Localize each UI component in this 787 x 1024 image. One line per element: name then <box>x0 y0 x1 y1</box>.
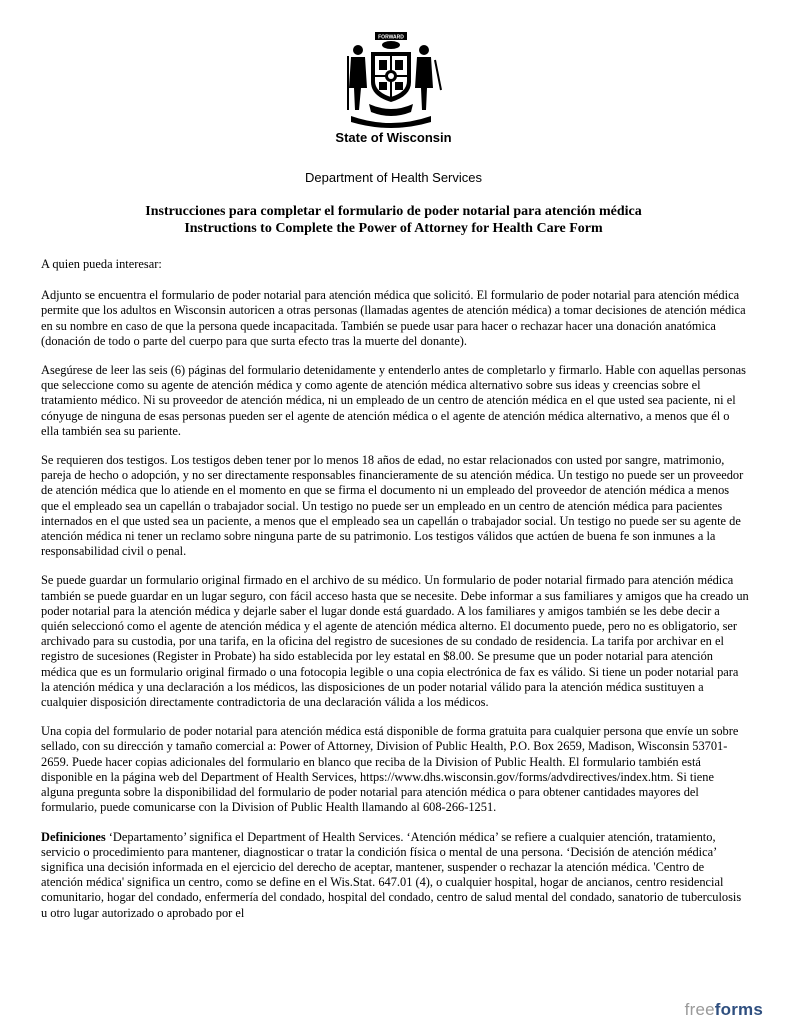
state-seal <box>331 30 451 130</box>
wisconsin-seal-icon <box>331 30 451 130</box>
freeforms-logo <box>685 1000 763 1020</box>
state-title: State of Wisconsin <box>335 130 452 145</box>
title-english: Instructions to Complete the Power of Attorney for Health Care Form <box>184 221 603 236</box>
brand-free: free <box>684 1000 715 1019</box>
paragraph-copies: Una copia del formulario de poder notarial para atención médica está disponible de forma gratuita para cualquier persona que envíe un sobre sellado, con su dirección y tamaño comercial a: Power of Attorney, Division of Public Health, P.O. Box 2659, Madison, Wisconsin 53701-2659. Puede hacer copias adicionales del formulario en blanco que reciba de la Division of Public Health. El formulario también está disponible en la página web del Department of Health Services, https://www.dhs.wisconsin.gov/forms/advdirectives/index.htm. Si tiene alguna pregunta sobre la disponibilidad del formulario de poder notarial para atención médica o para obtener cantidades mayores del formulario, puede comunicarse con la Division of Public Health llamando al 608-266-1251. <box>41 724 739 815</box>
title-spanish: Instrucciones para completar el formulario de poder notarial para atención médica <box>145 204 642 219</box>
paragraph-storage: Se puede guardar un formulario original firmado en el archivo de su médico. Un formulario de poder notarial firmado para atención médica también se puede guardar en un lugar seguro, con fácil acceso hasta que se necesite. Debe informar a sus familiares y amigos que ha creado un poder notarial para la atención médica y dejarle saber el lugar donde está guardado. A los familiares y amigos también se les debe decir a quién seleccionó como el agente de atención médica y el agente de atención médica alterno. El documento puede, pero no es obligatorio, ser archivado para su custodia, por una tarifa, en la oficina del registro de sucesiones de su condado de residencia. La tarifa por archivar en el registro de sucesiones (Register in Probate) ha sido establecida por ley estatal en $8.00. Se presume que un poder notarial para atención médica que es un formulario original firmado o una fotocopia legible o una copia electrónica de fax es válido. Si tiene un poder notarial para la atención médica y una declaración a los médicos, las disposiciones de un poder notarial válido para la atención médica sustituyen a cualquier disposición directamente contradictoria de una declaración válida a los médicos. <box>41 573 749 710</box>
document-body <box>41 257 749 935</box>
paragraph-read-form: Asegúrese de leer las seis (6) páginas del formulario detenidamente y entenderlo antes de completarlo y firmarlo. Hable con aquellas personas que seleccione como su agente de atención médica y como agente de atención médica alternativo sobre sus ideas y creencias sobre el tratamiento médico. Ni su proveedor de atención médica, ni un empleado de un centro de atención médica en el que usted sea paciente, ni el cónyuge de ninguna de esas personas pueden ser el agente de atención médica o el agente de atención médica alternativo, a menos que él o ella también sea su pariente. <box>41 363 746 438</box>
paragraph-definitions <box>41 830 749 921</box>
seal-motto: FORWARD <box>378 34 404 41</box>
greeting: A quien pueda interesar: <box>41 257 162 271</box>
definitions-text: ‘Departamento’ significa el Department of Health Services. ‘Atención médica’ se refiere a cualquier atención, tratamiento, servicio o procedimiento para mantener, diagnosticar o tratar la condición física o mental de una persona. ‘Decisión de atención médica’ significa una decisión informada en el ejercicio del derecho de aceptar, mantener, suspender o rechazar la atención médica. 'Centro de atención médica' significa un centro, como se define en el Wis.Stat. 647.01 (4), o cualquier hospital, hogar de ancianos, centro residencial comunitario, hogar del condado, enfermería del condado, hospital del condado, centro de salud mental del condado, sanatorio de tuberculosis u otro lugar autorizado o aprobado por el <box>41 829 742 920</box>
brand-forms: forms <box>714 1000 763 1019</box>
document-title <box>0 203 787 237</box>
definitions-label: Definiciones <box>41 829 106 844</box>
paragraph-intro: Adjunto se encuentra el formulario de poder notarial para atención médica que solicitó. El formulario de poder notarial para atención médica permite que los adultos en Wisconsin autoricen a otras personas (llamadas agentes de atención médica) a tomar decisiones de atención médica en su nombre en caso de que la persona quede incapacitada. También se puede usar para hacer o rechazar hacer una donación anatómica (donación de todo o parte del cuerpo para que surta efecto tras la muerte del donante). <box>41 288 746 348</box>
paragraph-witnesses: Se requieren dos testigos. Los testigos deben tener por lo menos 18 años de edad, no estar relacionados con usted por sangre, matrimonio, pareja de hecho o adopción, y no ser directamente responsables financieramente de su atención médica. Un testigo no puede ser un proveedor de atención médica que lo atiende en el momento en que se firma el documento ni un empleado del proveedor de atención médica a menos que el empleado sea un capellán o trabajador social. Un testigo no puede ser un empleado en un centro de atención médica para pacientes internados en el que usted sea un paciente, a menos que el empleado sea un capellán o trabajador social. Un testigo no puede ser su agente de atención médica ni tener un reclamo sobre ninguna parte de su patrimonio. Los testigos válidos que actúen de buena fe son inmunes a la responsabilidad civil o penal. <box>41 453 744 559</box>
department-name: Department of Health Services <box>304 170 483 185</box>
